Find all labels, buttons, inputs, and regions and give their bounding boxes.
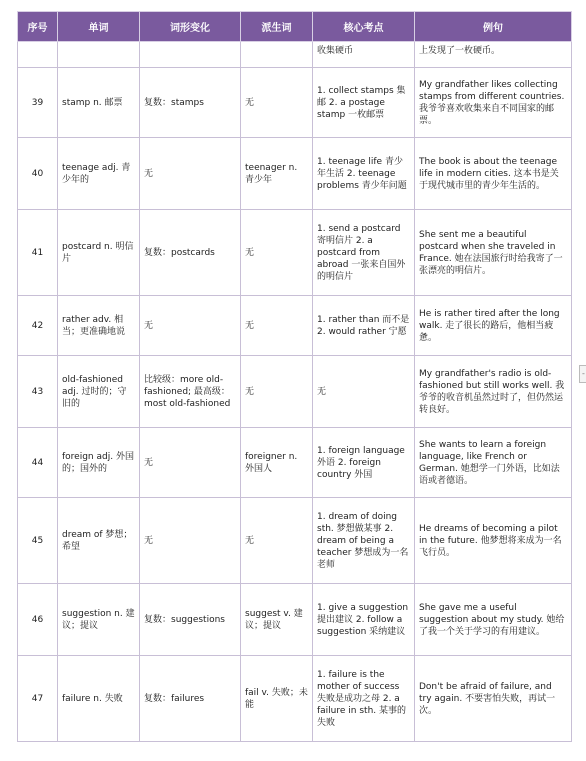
cell-example: My grandfather's radio is old-fashioned but still works well. 我爷爷的收音机虽然过时了，但仍然运转良好。 <box>415 356 572 428</box>
cell-core: 1. rather than 而不是 2. would rather 宁愿 <box>313 296 415 356</box>
cell-core: 1. give a suggestion 提出建议 2. follow a suggestion 采纳建议 <box>313 584 415 656</box>
table-row <box>18 138 572 210</box>
cell-form: 复数：postcards <box>140 210 241 296</box>
cell-word: foreign adj. 外国的；国外的 <box>58 428 140 498</box>
table-row <box>18 428 572 498</box>
table-row <box>18 584 572 656</box>
cell-form: 无 <box>140 296 241 356</box>
cell-core: 1. collect stamps 集邮 2. a postage stamp 一枚邮票 <box>313 68 415 138</box>
cell-core: 1. foreign language 外语 2. foreign country 外国 <box>313 428 415 498</box>
cell-word: old-fashioned adj. 过时的；守旧的 <box>58 356 140 428</box>
cell-derivative: 无 <box>241 68 313 138</box>
cell-form: 复数：stamps <box>140 68 241 138</box>
cell-form: 复数：suggestions <box>140 584 241 656</box>
header-core-points: 核心考点 <box>313 12 415 42</box>
header-row <box>18 12 572 42</box>
cell-word: dream of 梦想；希望 <box>58 498 140 584</box>
cell-form: 无 <box>140 138 241 210</box>
cell-number: 46 <box>18 584 58 656</box>
cell-derivative: suggest v. 建议；提议 <box>241 584 313 656</box>
cell-number: 42 <box>18 296 58 356</box>
side-scroll-tab[interactable]: - <box>579 365 586 383</box>
table-row-continued <box>18 42 572 68</box>
table-row <box>18 356 572 428</box>
cell-derivative: 无 <box>241 210 313 296</box>
table-row <box>18 296 572 356</box>
cell-example: The book is about the teenage life in modern cities. 这本书是关于现代城市里的青少年生活的。 <box>415 138 572 210</box>
cell-example: She sent me a beautiful postcard when she traveled in France. 她在法国旅行时给我寄了一张漂亮的明信片。 <box>415 210 572 296</box>
cell-core: 1. dream of doing sth. 梦想做某事 2. dream of being a teacher 梦想成为一名老师 <box>313 498 415 584</box>
cell-core: 1. send a postcard 寄明信片 2. a postcard from abroad 一张来自国外的明信片 <box>313 210 415 296</box>
table-row <box>18 210 572 296</box>
cell-example: She gave me a useful suggestion about my study. 她给了我一个关于学习的有用建议。 <box>415 584 572 656</box>
cell-number: 41 <box>18 210 58 296</box>
cell-form: 比较级：more old-fashioned; 最高级：most old-fashioned <box>140 356 241 428</box>
header-word-forms: 词形变化 <box>140 12 241 42</box>
cell-core: 无 <box>313 356 415 428</box>
cell-word: stamp n. 邮票 <box>58 68 140 138</box>
cell-word: rather adv. 相当；更准确地说 <box>58 296 140 356</box>
cell-form: 无 <box>140 428 241 498</box>
cell-number: 45 <box>18 498 58 584</box>
table-row <box>18 498 572 584</box>
header-derivatives: 派生词 <box>241 12 313 42</box>
cell-example: He dreams of becoming a pilot in the future. 他梦想将来成为一名飞行员。 <box>415 498 572 584</box>
cell-form: 无 <box>140 498 241 584</box>
cell-core: 收集硬币 <box>313 42 415 68</box>
cell-example: He is rather tired after the long walk. 走了很长的路后，他相当疲惫。 <box>415 296 572 356</box>
cell-example: 上发现了一枚硬币。 <box>415 42 572 68</box>
cell-core: 1. failure is the mother of success 失败是成功之母 2. a failure in sth. 某事的失败 <box>313 656 415 742</box>
cell-example: She wants to learn a foreign language, like French or German. 她想学一门外语，比如法语或者德语。 <box>415 428 572 498</box>
cell-form: 复数：failures <box>140 656 241 742</box>
table-row <box>18 68 572 138</box>
cell-word: suggestion n. 建议；提议 <box>58 584 140 656</box>
cell-number <box>18 42 58 68</box>
cell-word <box>58 42 140 68</box>
cell-derivative: teenager n. 青少年 <box>241 138 313 210</box>
cell-derivative: foreigner n. 外国人 <box>241 428 313 498</box>
cell-number: 44 <box>18 428 58 498</box>
cell-example: Don't be afraid of failure, and try again. 不要害怕失败，再试一次。 <box>415 656 572 742</box>
cell-core: 1. teenage life 青少年生活 2. teenage problems 青少年问题 <box>313 138 415 210</box>
cell-form <box>140 42 241 68</box>
cell-derivative: 无 <box>241 498 313 584</box>
header-word: 单词 <box>58 12 140 42</box>
header-number: 序号 <box>18 12 58 42</box>
cell-derivative: fail v. 失败；未能 <box>241 656 313 742</box>
cell-number: 40 <box>18 138 58 210</box>
cell-number: 43 <box>18 356 58 428</box>
cell-number: 39 <box>18 68 58 138</box>
cell-derivative: 无 <box>241 296 313 356</box>
vocabulary-table <box>17 11 572 742</box>
cell-word: teenage adj. 青少年的 <box>58 138 140 210</box>
cell-number: 47 <box>18 656 58 742</box>
header-example: 例句 <box>415 12 572 42</box>
cell-derivative <box>241 42 313 68</box>
cell-derivative: 无 <box>241 356 313 428</box>
cell-word: failure n. 失败 <box>58 656 140 742</box>
cell-word: postcard n. 明信片 <box>58 210 140 296</box>
cell-example: My grandfather likes collecting stamps from different countries. 我爷爷喜欢收集来自不同国家的邮票。 <box>415 68 572 138</box>
table-row <box>18 656 572 742</box>
